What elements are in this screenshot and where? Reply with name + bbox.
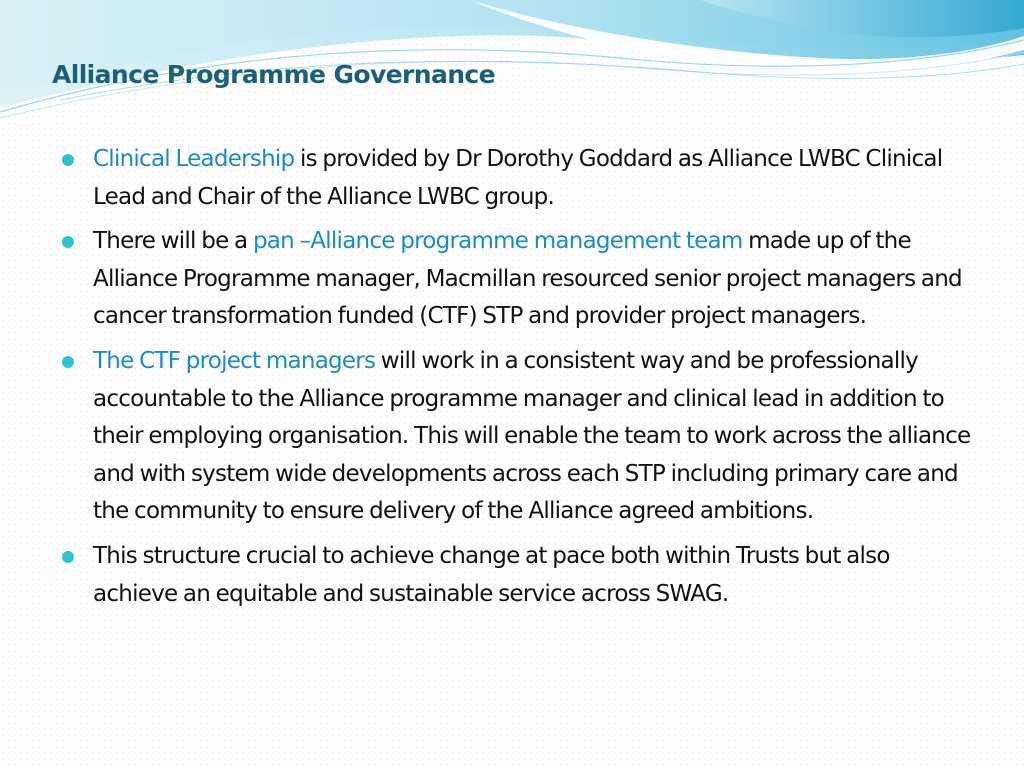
bullet-item-structure: [62, 538, 972, 613]
bullet-text-before: There will be a: [93, 228, 253, 255]
bullet-text: will work in a consistent way and be professionally accountable to the Alliance programme manager and clinical lead in addition to their employing organisation. This will enable the team to work across the alliance and with system wide developments across each STP including primary care and the community to ensure delivery of the Alliance agreed ambitions.: [93, 347, 971, 525]
highlight-text: Clinical Leadership: [93, 146, 295, 172]
bullet-text-after: made up of the Alliance Programme manager, Macmillan resourced senior project managers and cancer transformation funded (CTF) STP and provider project managers.: [93, 228, 962, 330]
bullet-dot-icon: [62, 236, 74, 248]
bullet-item-ctf-project-managers: [62, 343, 972, 531]
bullet-list: [62, 141, 972, 620]
bullet-dot-icon: [62, 154, 74, 166]
highlight-text: pan –Alliance programme management team: [252, 228, 743, 255]
slide-title: Alliance Programme Governance: [52, 60, 496, 89]
bullet-dot-icon: [62, 551, 74, 563]
bullet-dot-icon: [62, 356, 74, 368]
bullet-item-management-team: [62, 223, 972, 336]
bullet-item-clinical-leadership: [62, 141, 972, 216]
bullet-text: is provided by Dr Dorothy Goddard as Alliance LWBC Clinical Lead and Chair of the Alliance LWBC group.: [93, 146, 943, 210]
bullet-text: This structure crucial to achieve change at pace both within Trusts but also achieve an equitable and sustainable service across SWAG.: [93, 542, 890, 607]
highlight-text: The CTF project managers: [93, 347, 376, 374]
